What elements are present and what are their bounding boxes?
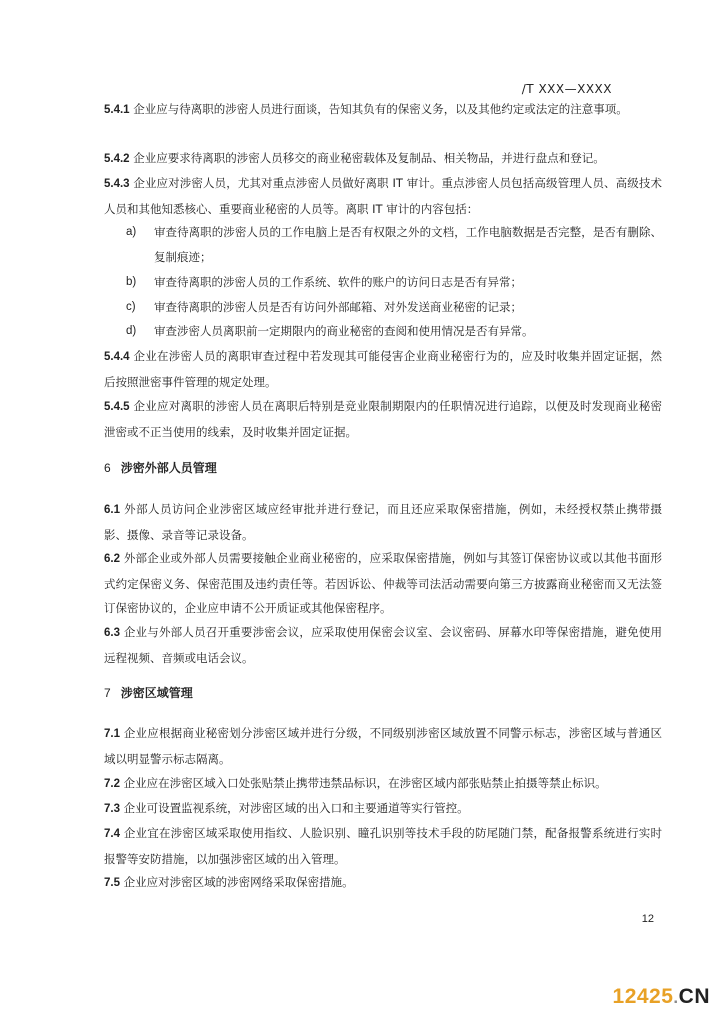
- clause-text: 企业应根据商业秘密划分涉密区域并进行分级，不同级别涉密区域放置不同警示标志，涉密区域与普通区域以明显警示标志隔离。: [104, 726, 662, 766]
- clause-7-1: [104, 721, 662, 771]
- clause-5-4-4: [104, 344, 662, 394]
- clause-number: 6.2: [104, 553, 120, 565]
- clause-5-4-2: [104, 146, 662, 172]
- clause-7-4: [104, 821, 662, 871]
- list-item-text: 审查待离职的涉密人员的工作电脑上是否有权限之外的文档，工作电脑数据是否完整，是否有删除、复制痕迹；: [154, 225, 662, 264]
- list-item: [104, 295, 662, 320]
- list-item-label: d): [126, 325, 137, 337]
- clause-6-1: [104, 497, 662, 547]
- clause-text: 企业应对涉密人员，尤其对重点涉密人员做好离职 IT 审计。重点涉密人员包括高级管理人员、高级技术人员和其他知悉核心、重要商业秘密的人员等。离职 IT 审计的内容包括：: [104, 176, 662, 216]
- clause-text: 企业宜在涉密区域采取使用指纹、人脸识别、瞳孔识别等技术手段的防尾随门禁，配备报警系统进行实时报警等安防措施，以加强涉密区域的出入管理。: [104, 826, 662, 866]
- standard-code-header: /T XXX—XXXX: [521, 82, 612, 96]
- clause-number: 5.4.1: [104, 104, 130, 116]
- list-item: [104, 270, 662, 295]
- section-title: 涉密区域管理: [120, 686, 193, 700]
- watermark-dot: .: [673, 988, 679, 1007]
- section-number: 7: [104, 686, 111, 700]
- list-item-text: 审查待离职的涉密人员是否有访问外部邮箱、对外发送商业秘密的记录；: [154, 300, 522, 314]
- clause-text: 企业应对离职的涉密人员在离职后特别是竞业限制期限内的任职情况进行追踪，以便及时发现商业秘密泄密或不正当使用的线索，及时收集并固定证据。: [104, 399, 662, 439]
- clause-7-5: [104, 870, 662, 896]
- clause-text: 企业与外部人员召开重要涉密会议，应采取使用保密会议室、会议密码、屏幕水印等保密措施，避免使用远程视频、音频或电话会议。: [104, 625, 662, 665]
- list-item-text: 审查涉密人员离职前一定期限内的商业秘密的查阅和使用情况是否有异常。: [154, 324, 534, 338]
- clause-number: 7.1: [104, 728, 120, 740]
- section-heading-6: [104, 459, 217, 476]
- clause-number: 6.3: [104, 627, 120, 639]
- section-title: 涉密外部人员管理: [120, 461, 217, 475]
- section-heading-7: [104, 684, 193, 701]
- clause-6-3: [104, 620, 662, 670]
- clause-number: 7.3: [104, 803, 120, 815]
- clause-7-3: [104, 796, 662, 822]
- clause-number: 5.4.3: [104, 178, 130, 190]
- list-item: [104, 319, 662, 344]
- clause-number: 5.4.2: [104, 153, 130, 165]
- clause-text: 企业可设置监视系统，对涉密区域的出入口和主要通道等实行管控。: [120, 801, 469, 815]
- list-item-text: 审查待离职的涉密人员的工作系统、软件的账户的访问日志是否有异常；: [154, 275, 522, 289]
- site-watermark: [613, 985, 710, 1009]
- section-number: 6: [104, 461, 111, 475]
- clause-5-4-3: [104, 171, 662, 221]
- list-item-label: a): [126, 226, 137, 238]
- clause-text: 外部企业或外部人员需要接触企业商业秘密的，应采取保密措施，例如与其签订保密协议或以其他书面形式约定保密义务、保密范围及违约责任等。若因诉讼、仲裁等司法活动需要向第三方披露商业秘密而又无法签订保密协议的，企业应申请不公开质证或其他保密程序。: [104, 551, 662, 615]
- clause-number: 7.2: [104, 778, 120, 790]
- clause-text: 企业应在涉密区域入口处张贴禁止携带违禁品标识，在涉密区域内部张贴禁止拍摄等禁止标识。: [120, 776, 607, 790]
- clause-5-4-5: [104, 394, 662, 444]
- clause-number: 5.4.4: [104, 351, 130, 363]
- watermark-suffix: CN: [678, 985, 710, 1008]
- clause-text: 企业应对涉密区域的涉密网络采取保密措施。: [120, 875, 354, 889]
- clause-6-2: [104, 546, 662, 621]
- list-item-label: b): [126, 276, 137, 288]
- clause-5-4-1: [104, 97, 662, 123]
- watermark-number: 12425: [612, 985, 674, 1008]
- clause-text: 企业在涉密人员的离职审查过程中若发现其可能侵害企业商业秘密行为的，应及时收集并固定证据，然后按照泄密事件管理的规定处理。: [104, 349, 662, 389]
- clause-7-2: [104, 771, 662, 797]
- clause-number: 6.1: [104, 504, 120, 516]
- clause-text: 企业应要求待离职的涉密人员移交的商业秘密载体及复制品、相关物品，并进行盘点和登记。: [129, 151, 605, 165]
- clause-number: 7.5: [104, 877, 120, 889]
- clause-text: 外部人员访问企业涉密区域应经审批并进行登记，而且还应采取保密措施，例如，未经授权禁止携带摄影、摄像、录音等记录设备。: [104, 502, 662, 542]
- page-number: 12: [641, 913, 654, 925]
- clause-number: 5.4.5: [104, 401, 130, 413]
- list-item: [104, 220, 662, 269]
- clause-number: 7.4: [104, 828, 120, 840]
- list-item-label: c): [126, 301, 136, 313]
- clause-text: 企业应与待离职的涉密人员进行面谈，告知其负有的保密义务，以及其他约定或法定的注意事项。: [129, 102, 628, 116]
